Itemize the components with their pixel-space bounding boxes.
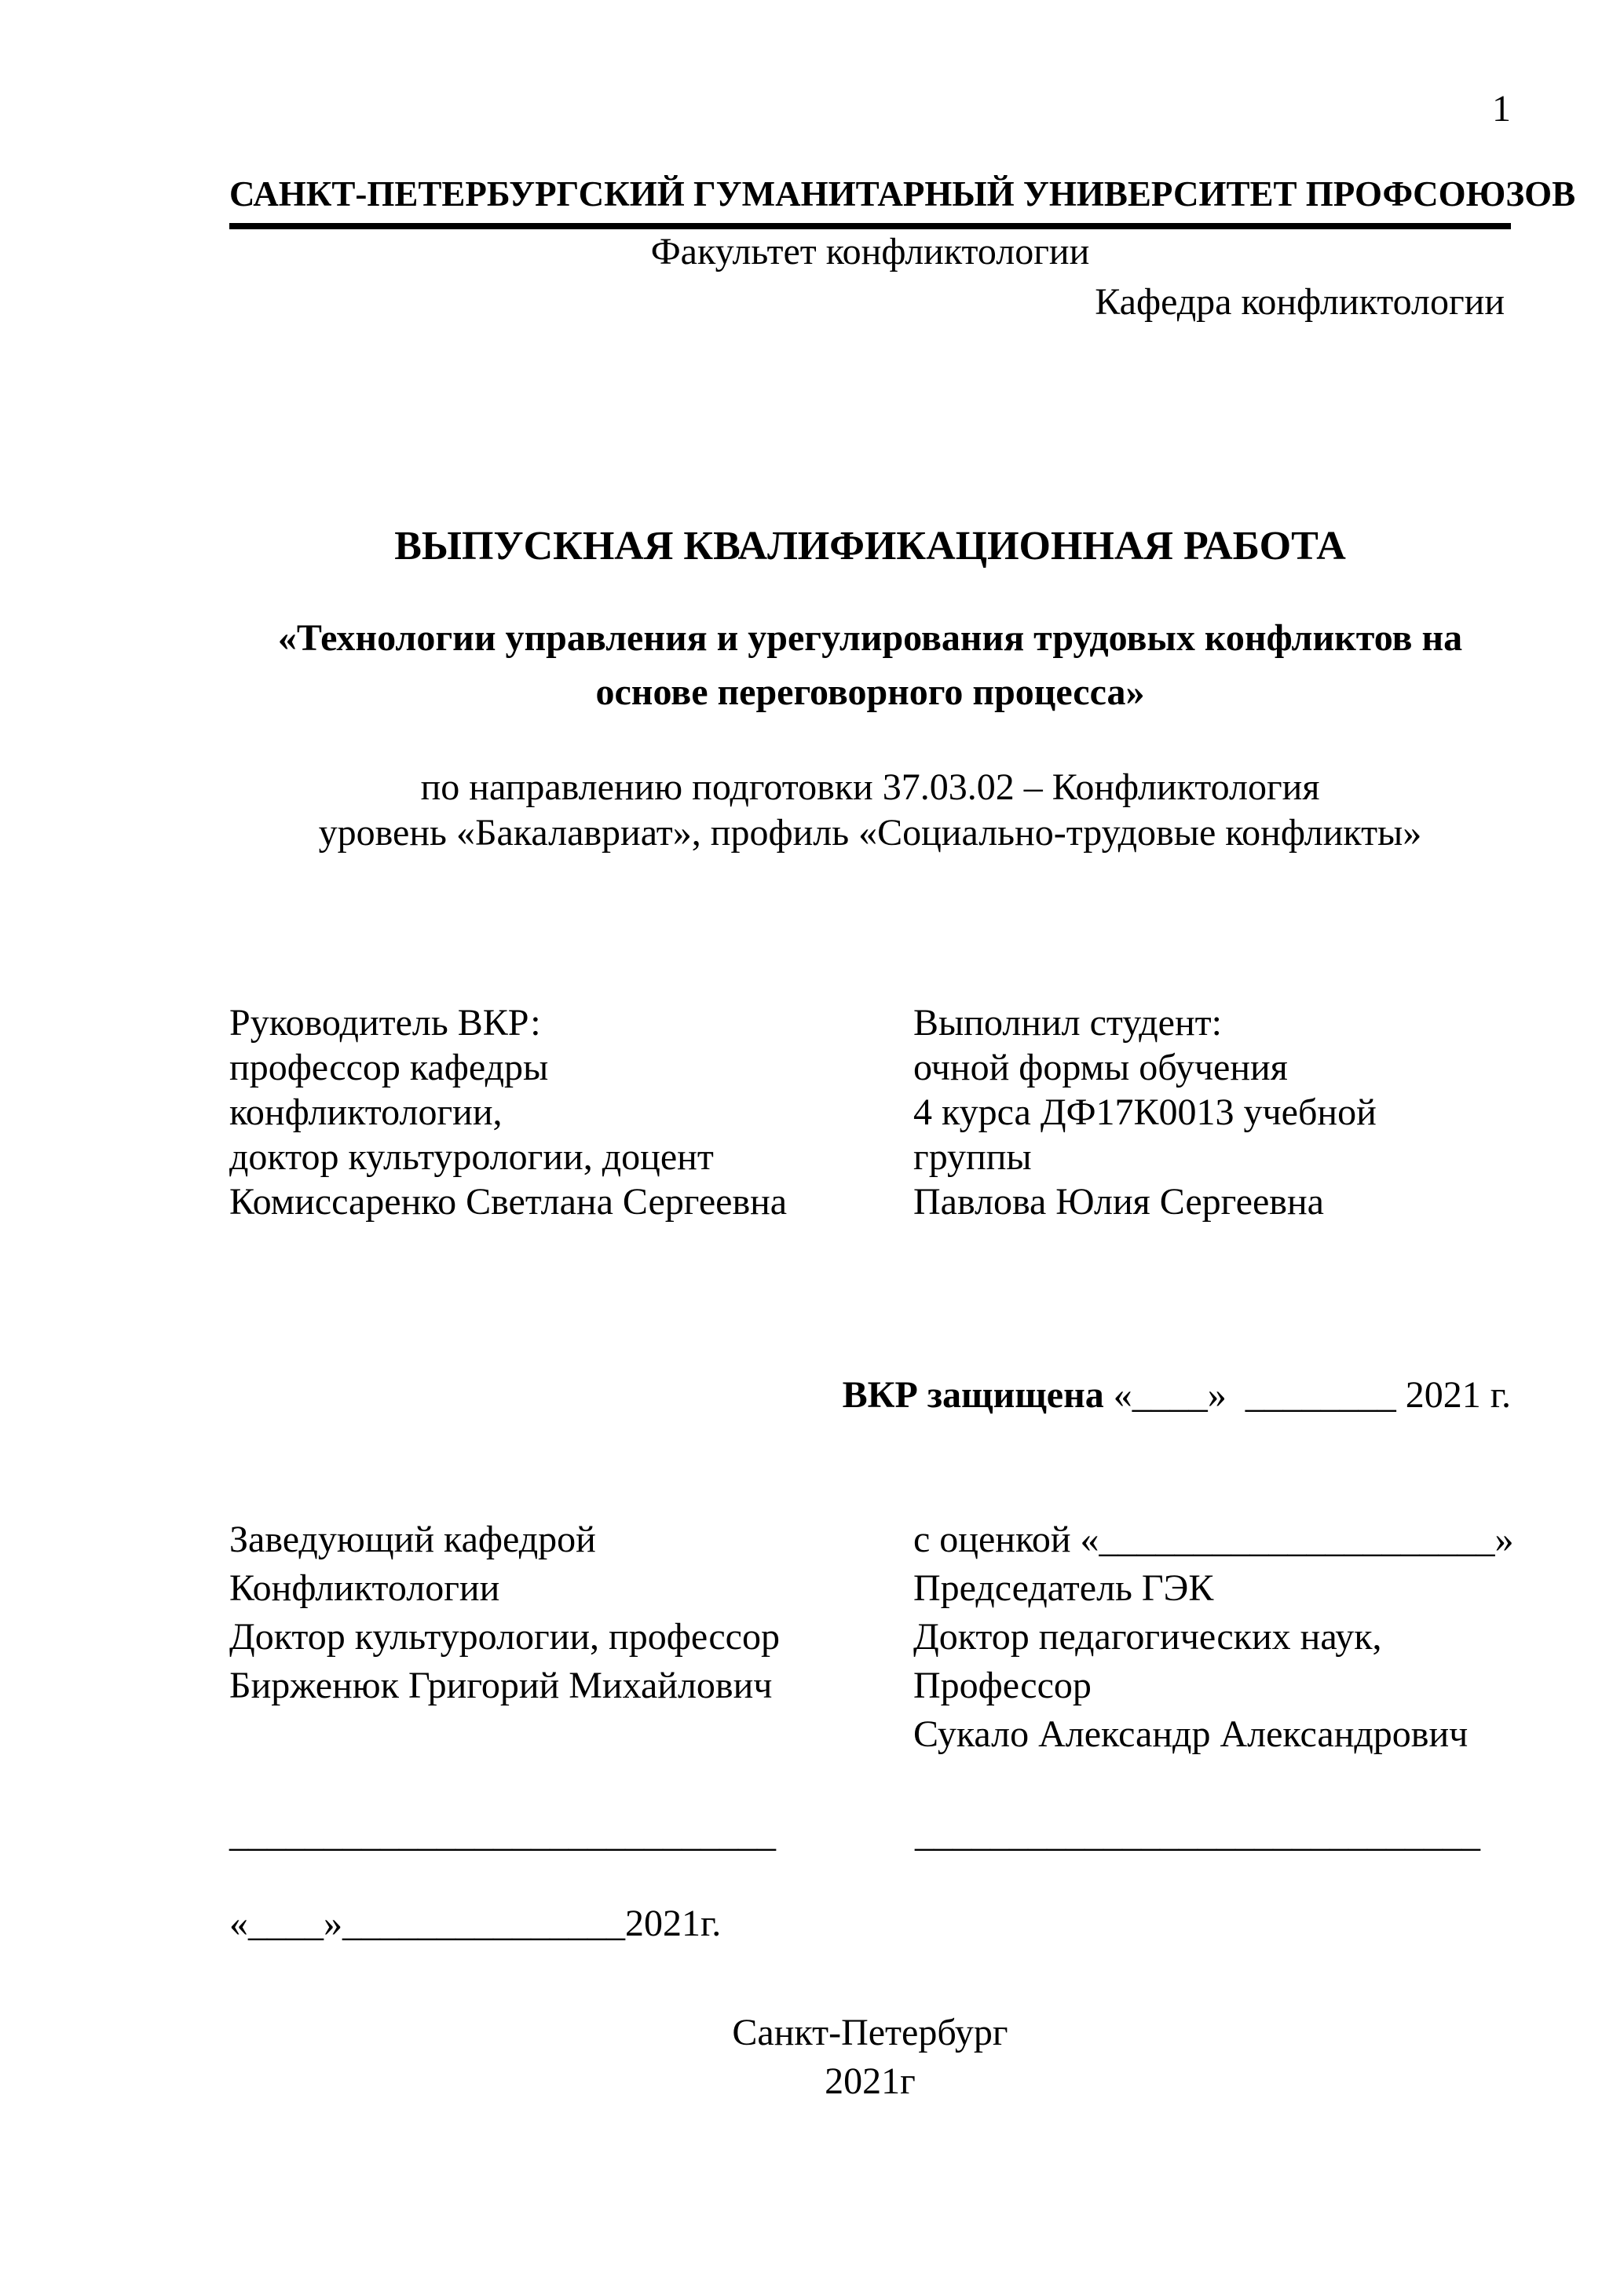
approval-right-line: Председатель ГЭК [913,1567,1214,1609]
level-line: уровень «Бакалавриат», профиль «Социально-трудовые конфликты» [318,812,1422,854]
approval-left-line: Бирженюк Григорий Михайлович [229,1665,773,1706]
student-line: группы [913,1136,1032,1178]
student-line: Павлова Юлия Сергеевна [913,1181,1324,1223]
approval-left-line: Конфликтологии [229,1567,500,1609]
faculty-name: Факультет конфликтологии [650,231,1090,272]
approval-right-line: с оценкой «_____________________» [913,1519,1514,1560]
department-name: Кафедра конфликтологии [1095,281,1505,323]
thesis-title-line2: основе переговорного процесса» [595,671,1145,713]
head-of-department-block [229,1515,909,1710]
supervisor-line: Руководитель ВКР: [229,1002,541,1044]
footer-block [229,2009,1511,2106]
supervisor-line: профессор кафедры [229,1047,549,1088]
student-block [913,1000,1522,1224]
page-number: 1 [1492,88,1511,130]
approval-right-line: Доктор педагогических наук, [913,1616,1382,1658]
student-line: очной формы обучения [913,1047,1288,1088]
committee-chair-block [913,1515,1534,1759]
work-type-title: ВЫПУСКНАЯ КВАЛИФИКАЦИОННАЯ РАБОТА [394,524,1346,569]
supervisor-line: конфликтологии, [229,1091,503,1133]
thesis-title [229,611,1511,719]
supervisor-line: Комиссаренко Светлана Сергеевна [229,1181,788,1223]
supervisor-line: доктор культурологии, доцент [229,1136,714,1178]
defense-blanks: «____» ________ 2021 г. [1103,1374,1511,1416]
student-line: 4 курса ДФ17К0013 учебной [913,1091,1377,1133]
city-name: Санкт-Петербург [732,2012,1008,2053]
year-label: 2021г [825,2060,916,2102]
supervisor-block [229,1000,909,1224]
signature-line-left: _____________________________ [229,1813,776,1855]
program-line: по направлению подготовки 37.03.02 – Конфликтология [420,766,1320,808]
approval-right-line: Профессор [913,1665,1092,1706]
defense-line [229,1373,1511,1417]
signature-line-right: ______________________________ [915,1813,1480,1855]
university-name: САНКТ-ПЕТЕРБУРГСКИЙ ГУМАНИТАРНЫЙ УНИВЕРСИТЕТ ПРОФСОЮЗОВ [229,174,1511,229]
approval-left-line: Заведующий кафедрой [229,1519,596,1560]
defense-label: ВКР защищена [842,1374,1104,1416]
date-blank-line: «____»_______________2021г. [229,1903,722,1944]
thesis-title-line1: «Технологии управления и урегулирования трудовых конфликтов на [277,617,1463,659]
student-line: Выполнил студент: [913,1002,1222,1044]
approval-right-line: Сукало Александр Александрович [913,1713,1469,1755]
program-block [229,765,1511,856]
approval-left-line: Доктор культурологии, профессор [229,1616,780,1658]
